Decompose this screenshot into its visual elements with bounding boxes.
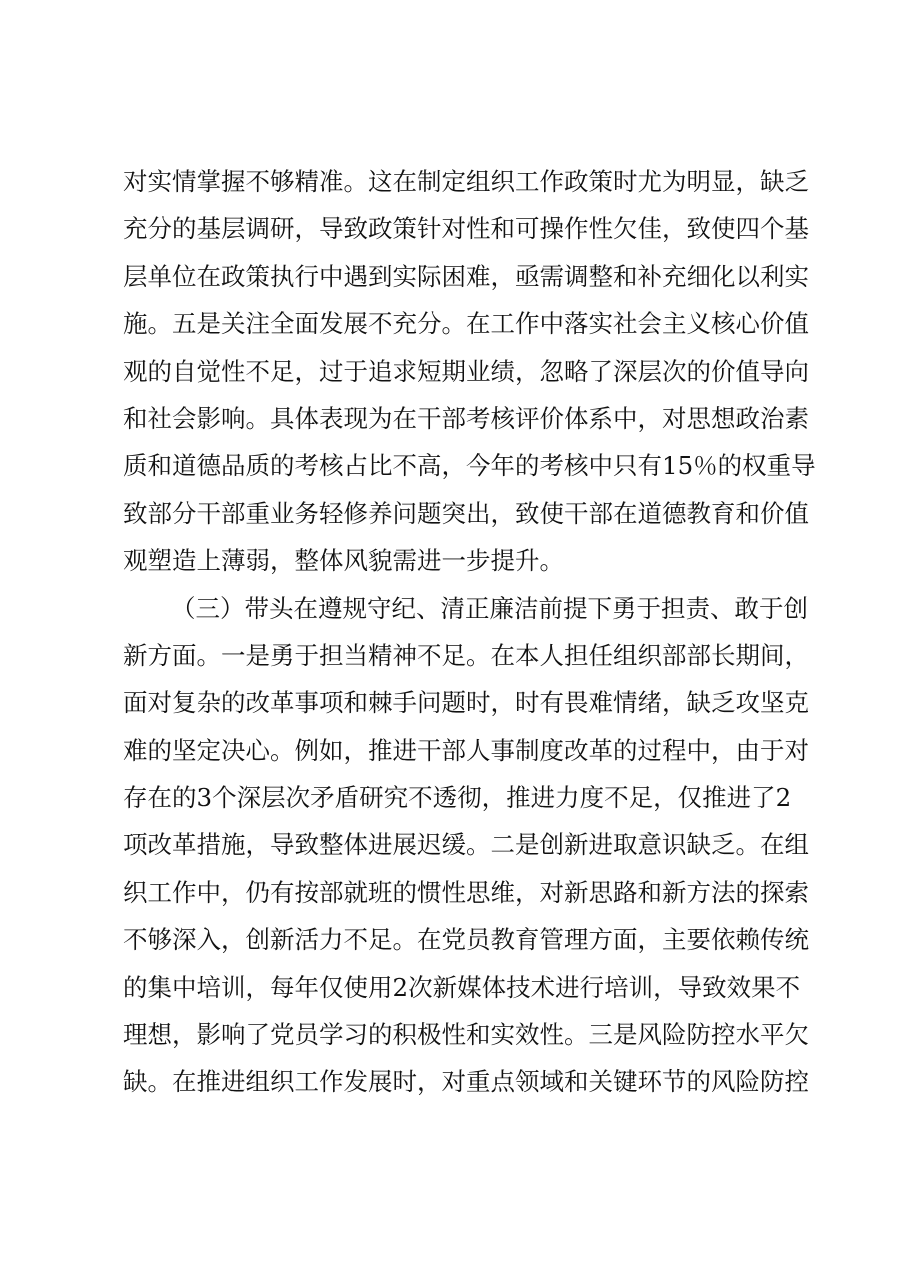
text-line: 观塑造上薄弱，整体风貌需进一步提升。 — [123, 546, 564, 576]
text-line: 面对复杂的改革事项和棘手问题时，时有畏难情绪，缺乏攻坚克 — [123, 688, 809, 718]
section-heading-line: （三）带头在遵规守纪、清正廉洁前提下勇于担责、敢于创 — [171, 593, 808, 623]
text-line: 新方面。一是勇于担当精神不足。在本人担任组织部部长期间， — [123, 640, 809, 670]
text-line: 理想，影响了党员学习的积极性和实效性。三是风险防控水平欠 — [123, 1020, 809, 1050]
text-line: 观的自觉性不足，过于追求短期业绩，忽略了深层次的价值导向 — [123, 356, 809, 386]
text-line: 充分的基层调研，导致政策针对性和可操作性欠佳，致使四个基 — [123, 214, 809, 244]
text-line: 不够深入，创新活力不足。在党员教育管理方面，主要依赖传统 — [123, 925, 809, 955]
text-line: 缺。在推进组织工作发展时，对重点领域和关键环节的风险防控 — [123, 1067, 809, 1097]
text-line: 难的坚定决心。例如，推进干部人事制度改革的过程中，由于对 — [123, 735, 809, 765]
text-line: 对实情掌握不够精准。这在制定组织工作政策时尤为明显，缺乏 — [123, 167, 809, 196]
text-line: 和社会影响。具体表现为在干部考核评价体系中，对思想政治素 — [123, 403, 809, 433]
text-line: 存在的3个深层次矛盾研究不透彻，推进力度不足，仅推进了2 — [123, 783, 792, 813]
body-text — [123, 158, 816, 1106]
text-line: 项改革措施，导致整体进展迟缓。二是创新进取意识缺乏。在组 — [123, 830, 809, 860]
text-line: 层单位在政策执行中遇到实际困难，亟需调整和补充细化以利实 — [123, 261, 809, 291]
text-line: 的集中培训，每年仅使用2次新媒体技术进行培训，导致效果不 — [123, 972, 801, 1002]
text-line: 质和道德品质的考核占比不高，今年的考核中只有15％的权重导 — [123, 451, 816, 481]
text-line: 施。五是关注全面发展不充分。在工作中落实社会主义核心价值 — [123, 309, 809, 339]
text-line: 致部分干部重业务轻修养问题突出，致使干部在道德教育和价值 — [123, 498, 809, 528]
text-line: 织工作中，仍有按部就班的惯性思维，对新思路和新方法的探索 — [123, 877, 809, 907]
